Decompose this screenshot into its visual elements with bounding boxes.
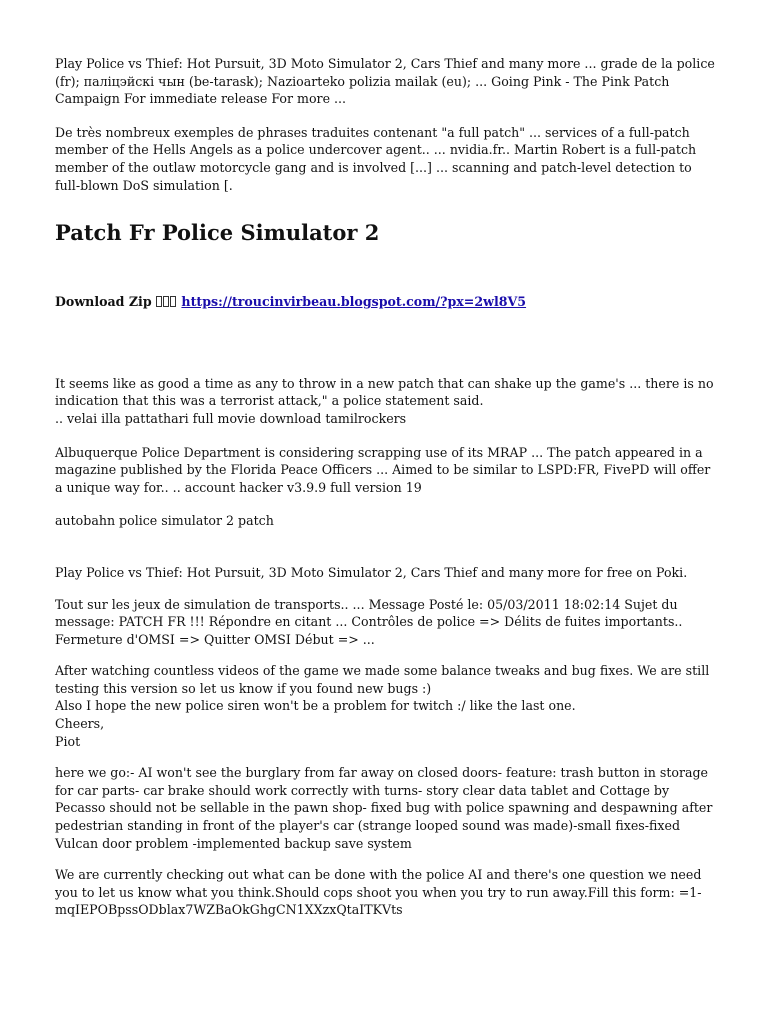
document-page [55, 55, 720, 919]
intro-paragraph-1: Play Police vs Thief: Hot Pursuit, 3D Moto Simulator 2, Cars Thief and many more ... grade de la police (fr); паліцэйскі чын (be-tarask); Nazioarteko polizia mailak (eu); ... Going Pink - The Pink Patch Campaign For immediate release For more ... [55, 56, 715, 107]
body-paragraph-8: We are currently checking out what can be done with the police AI and there's one question we need you to let us know what you think.Should cops shoot you when you try to run away.Fill this form: =1-mqIEPOBpssODblax7WZBaOkGhgCN1XXzxQtaITKVts [55, 867, 702, 918]
body-paragraph-2: Albuquerque Police Department is considering scrapping use of its MRAP ... The patch appeared in a magazine published by the Florida Peace Officers ... Aimed to be similar to LSPD:FR, FivePD will offer a unique way for.. .. account hacker v3.9.9 full version 19 [55, 444, 711, 495]
body-paragraph-1: It seems like as good a time as any to throw in a new patch that can shake up the game's ... there is no indication that this was a terrorist attack," a police statement said. .. velai illa pattathari full movie download tamilrockers [55, 375, 714, 426]
intro-paragraph-2: De très nombreux exemples de phrases traduites contenant "a full patch" ... services of a full-patch member of the Hells Angels as a police undercover agent.. ... nvidia.fr.. Martin Robert is a full-patch member of the outlaw motorcycle gang and is involved [...] ... scanning and patch-level detection to full-blown DoS simulation [. [55, 124, 697, 193]
body-paragraph-6: After watching countless videos of the game we made some balance tweaks and bug fixes. We are still testing this version so let us know if you found new bugs :) Also I hope the new police siren won't be a problem for twitch :/ like the last one. Cheers, Piot [55, 663, 710, 749]
download-label: Download Zip [55, 294, 152, 310]
arrow-glyphs-icon [156, 293, 177, 311]
download-link[interactable]: https://troucinvirbeau.blogspot.com/?px=2wl8V5 [181, 294, 527, 310]
page-title: Patch Fr Police Simulator 2 [55, 220, 380, 246]
body-paragraph-3: autobahn police simulator 2 patch [55, 513, 274, 529]
body-paragraph-4: Play Police vs Thief: Hot Pursuit, 3D Moto Simulator 2, Cars Thief and many more for free on Poki. [55, 564, 688, 580]
body-paragraph-5: Tout sur les jeux de simulation de transports.. ... Message Posté le: 05/03/2011 18:02:14 Sujet du message: PATCH FR !!! Répondre en citant ... Contrôles de police => Délits de fuites importants.. Fermeture d'OMSI => Quitter OMSI Début => ... [55, 596, 683, 647]
body-paragraph-7: here we go:- AI won't see the burglary from far away on closed doors- feature: trash button in storage for car parts- car brake should work correctly with turns- story clear data tablet and Cottage by Pecasso should not be sellable in the pawn shop- fixed bug with police spawning and despawning after pedestrian standing in front of the player's car (strange looped sound was made)-small fixes-fixed Vulcan door problem -implemented backup save system [55, 765, 713, 851]
download-line [55, 293, 720, 311]
